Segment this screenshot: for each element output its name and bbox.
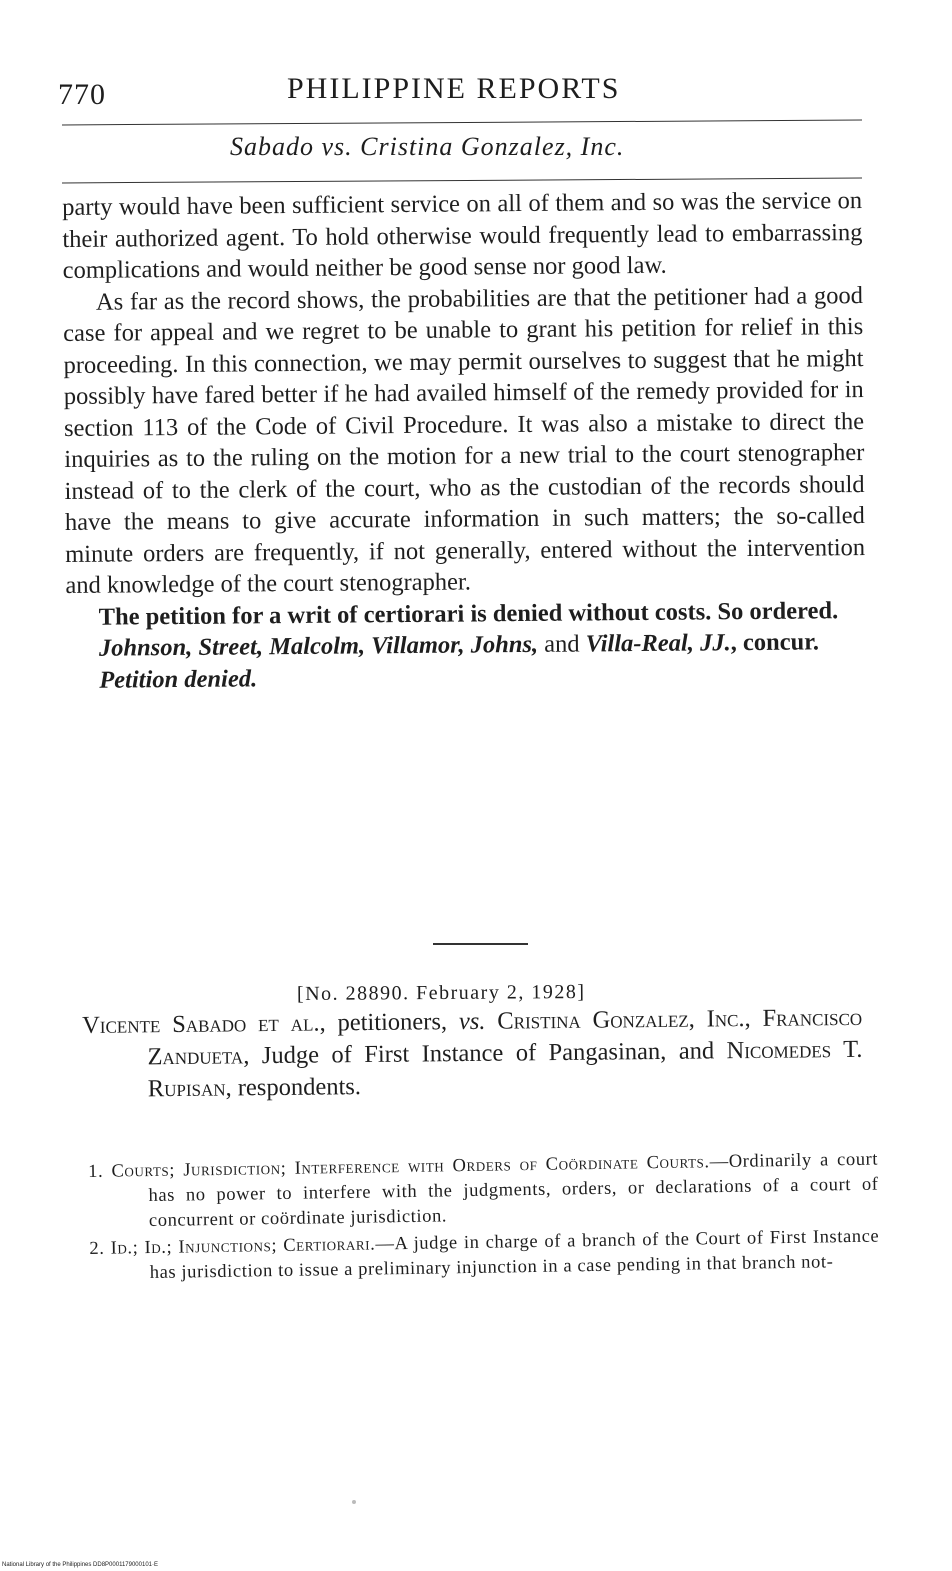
page-number: 770 bbox=[58, 78, 106, 111]
petitioner-name: Vicente Sabado et al. bbox=[82, 1009, 320, 1039]
case-title-block bbox=[82, 1002, 863, 1106]
disposition: Petition denied. bbox=[99, 664, 258, 694]
scan-speck bbox=[352, 1500, 356, 1504]
syllabus-item-text: —A judge in charge of a branch of the Court of First Instance has jurisdiction to issue a preliminary injunction in a case pending in that branch not- bbox=[149, 1226, 880, 1284]
running-head: PHILIPPINE REPORTS bbox=[287, 72, 621, 105]
scan-credit-footer: National Library of the Philippines DD8P0001179000101·E bbox=[2, 1562, 158, 1568]
syllabus-item-number: 1. bbox=[88, 1161, 112, 1182]
concurring-justices: Johnson, Street, Malcolm, Villamor, Johns, bbox=[98, 630, 539, 662]
concurring-justices-2: Villa-Real, JJ. bbox=[585, 629, 731, 658]
versus: vs. bbox=[458, 1007, 486, 1036]
respondent-judge-role: Judge of First Instance of Pangasinan, and bbox=[249, 1037, 727, 1070]
syllabus-item-number: 2. bbox=[89, 1238, 111, 1259]
respondent-role: respondents. bbox=[231, 1073, 362, 1102]
concurrence-end: , concur. bbox=[730, 628, 820, 657]
paragraph-2: As far as the record shows, the probabilities are that the petitioner had a good case for appeal and we regret to be unable to grant his petition for relief in this proceeding. In this connection, we may permit ourselves to suggest that he might possibly have fared better if he had availed himself of the remedy provided for in section 113 of the Code of Civil Procedure. It was also a mistake to direct the inquiries as to the ruling on the motion for a new trial to the court stenographer instead of to the clerk of the court, who as the custodian of the records should have the means to give accurate information in such matters; the so-called minute orders are frequently, if not generally, entered without the intervention and knowledge of the court stenographer. bbox=[63, 281, 866, 599]
opinion-body bbox=[62, 185, 866, 696]
syllabus bbox=[88, 1148, 880, 1289]
respondent-names: Cristina Gonzalez, Inc., Francisco Zandueta, bbox=[147, 1003, 863, 1071]
section-divider bbox=[433, 943, 528, 945]
concurrence-and: and bbox=[537, 630, 586, 658]
respondent-name-last: Nicomedes T. Rupisan, bbox=[147, 1035, 863, 1103]
syllabus-item-1 bbox=[88, 1148, 879, 1235]
case-caption: Sabado vs. Cristina Gonzalez, Inc. bbox=[230, 132, 625, 161]
syllabus-item-2 bbox=[89, 1225, 880, 1287]
syllabus-item-heading: Courts; Jurisdiction; Interference with Orders of Coördinate Courts. bbox=[111, 1152, 710, 1182]
syllabus-item-text: —Ordinarily a court has no power to interfere with the judgments, orders, or declarations of a court of concurrent or coördinate jurisdiction. bbox=[148, 1149, 879, 1232]
paragraph-3: The petition for a writ of certiorari is denied without costs. So ordered. bbox=[98, 596, 839, 631]
docket-line: [No. 28890. February 2, 1928] bbox=[296, 980, 586, 1006]
syllabus-item-heading: Id.; Id.; Injunctions; Certiorari. bbox=[110, 1234, 376, 1259]
paragraph-1: party would have been sufficient service on all of them and so was the service on their authorized agent. To hold otherwise would frequently lead to embarrassing complications and would neither be good sense nor good law. bbox=[62, 187, 863, 284]
case-title bbox=[82, 1002, 863, 1106]
petitioner-role: , petitioners, bbox=[319, 1008, 460, 1037]
header-rule-top bbox=[62, 120, 862, 126]
header-rule-bottom bbox=[62, 178, 862, 184]
